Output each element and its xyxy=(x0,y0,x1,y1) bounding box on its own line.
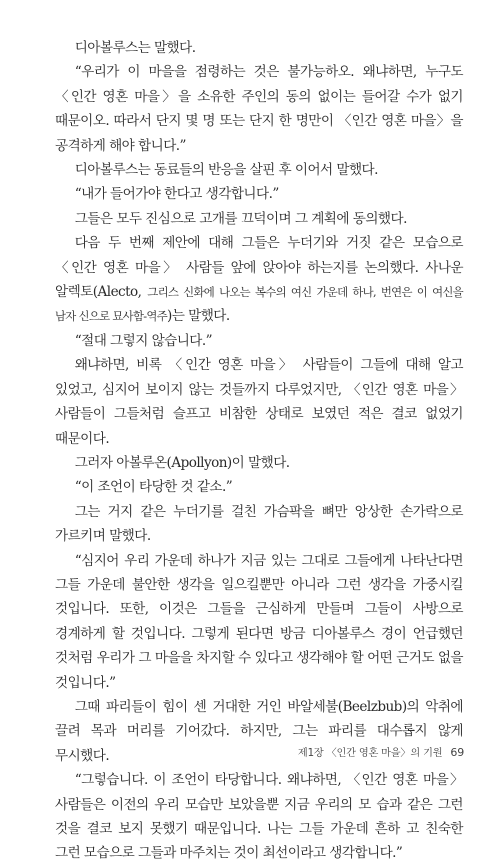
paragraph: “절대 그렇지 않습니다.” xyxy=(74,332,213,349)
paragraph: “내가 들어가야 한다고 생각합니다.” xyxy=(74,186,279,203)
paragraph: 디아볼루스는 동료들의 반응을 살핀 후 이어서 말했다. xyxy=(74,162,378,179)
paragraph: 그때 파리들이 힘이 센 거대한 거인 바알세불(Beelzbub)의 악취에 끌려 목과 머리를 기어갔다. 하지만, 그는 파리를 대수롭지 않게 무시했다. xyxy=(55,698,463,764)
page-body-text xyxy=(55,36,463,866)
paragraph: “우리가 이 마을을 점령하는 것은 불가능하오. 왜냐하면, 누구도 〈인간 영혼 마을〉을 소유한 주인의 동의 없이는 들어갈 수가 없기 때문이오. 따라서 단지 몇 명 또는 단지 한 명만이 〈인간 영혼 마을〉을 공격하게 해야 합니다.” xyxy=(55,64,463,154)
paragraph: “심지어 우리 가운데 하나가 지금 있는 그대로 그들에게 나타난다면 그들 가운데 불안한 생각을 일으킬뿐만 아니라 그런 생각을 가중시킬 것입니다. 또한, 이것은 그들을 근심하게 만들며 그들이 사방으로 경계하게 할 것입니다. 그렇게 된다면 방금 디아볼루스 경이 언급했던 것처럼 우리가 그 마을을 차지할 수 있다고 생각해야 할 어떤 근거도 없을 것입니다.” xyxy=(55,552,463,691)
paragraph: 왜냐하면, 비록 〈인간 영혼 마을〉 사람들이 그들에 대해 알고 있었고, 심지어 보이지 않는 것들까지 다루었지만, 〈인간 영혼 마을〉 사람들이 그들처럼 슬프고 비참한 상태로 보였던 적은 결코 없었기 때문이다. xyxy=(55,357,463,447)
page-number: 69 xyxy=(450,746,464,759)
paragraph-text: 다음 두 번째 제안에 대해 그들은 누더기와 거짓 같은 모습으로 〈인간 영혼 마을〉 사람들 앞에 앉아야 하는지를 논의했다. 사나운 알렉토(Alecto, xyxy=(55,235,463,301)
paragraph: “이 조언이 타당한 것 같소.” xyxy=(74,479,233,496)
chapter-title: 제1장 〈인간 영혼 마을〉의 기원 xyxy=(297,748,443,759)
paragraph: 그러자 아볼루온(Apollyon)이 말했다. xyxy=(74,454,290,471)
translator-note: 그리스 신화에 나오는 복수의 여신 가운데 하나, 번연은 이 여신을 남자 신으로 묘사함-역주 xyxy=(55,285,463,324)
paragraph: 그들은 모두 진심으로 고개를 끄덕이며 그 계획에 동의했다. xyxy=(74,210,407,227)
paragraph: 그는 거지 같은 누더기를 걸친 가슴팍을 뼈만 앙상한 손가락으로 가르키며 말했다. xyxy=(55,503,463,545)
paragraph-text-after-note: )는 말했다. xyxy=(167,308,230,325)
paragraph: 디아볼루스는 말했다. xyxy=(74,40,196,56)
paragraph: “그렇습니다. 이 조언이 타당합니다. 왜냐하면, 〈인간 영혼 마을〉 사람들은 이전의 우리 모습만 보았을뿐 지금 우리의 모 습과 같은 그런 것을 결코 보지 못했기 때문입니다. 나는 그들 가운데 흔하 고 친숙한 그런 모습으로 그들과 마주치는 것이 최선이라고 생각합니다.” xyxy=(55,772,463,862)
page-footer xyxy=(298,744,464,759)
paragraph-with-translator-note xyxy=(55,231,463,329)
